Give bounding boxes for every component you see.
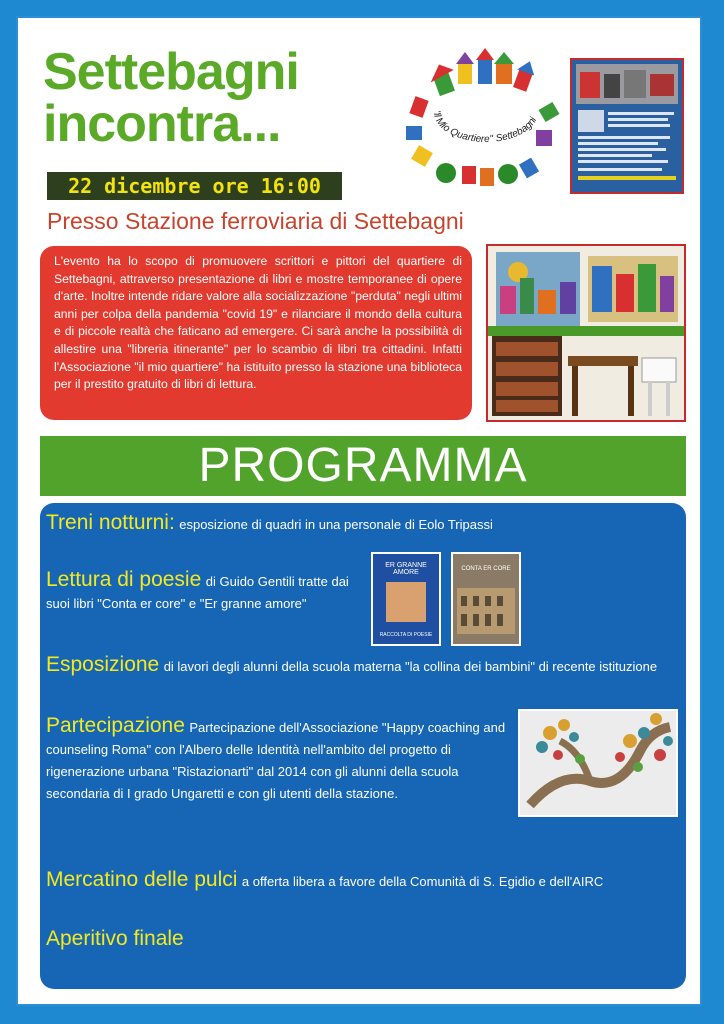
event-venue: Presso Stazione ferroviaria di Settebagni xyxy=(47,208,464,234)
book2-title: CONTA ER CORE xyxy=(461,566,511,572)
program-box xyxy=(40,503,686,989)
book-cover-conta-er-core xyxy=(451,552,521,646)
program-item-text: di Guido Gentili tratte dai suoi libri "Conta er core" e "Er granne amore" xyxy=(46,574,349,611)
program-item-head: Mercatino delle pulci xyxy=(46,868,238,891)
program-item-head: Aperitivo finale xyxy=(46,927,184,950)
program-item-text: di lavori degli alunni della scuola materna "la collina dei bambini" di recente istituzione xyxy=(163,659,658,674)
program-item-text: Partecipazione dell'Associazione "Happy coaching and counseling Roma" con l'Albero delle Identità nell'ambito del progetto di rigenerazione urbana "Ristazionarti" dal 2014 con gli alunni della scuola secondaria di I grado Ungaretti e con gli utenti della stazione. xyxy=(46,720,506,801)
title-line-2: incontra... xyxy=(43,95,281,153)
library-photo xyxy=(486,244,686,422)
program-item-treni xyxy=(46,511,676,535)
program-item-esposizione xyxy=(46,653,682,677)
book1-subtitle: RACCOLTA DI POESIE xyxy=(379,632,433,638)
tree-mosaic-photo xyxy=(518,709,678,817)
program-item-head: Treni notturni: xyxy=(46,511,175,534)
book1-title: ER GRANNE AMORE xyxy=(385,562,427,576)
program-item-partecipazione xyxy=(46,715,516,805)
program-item-aperitivo xyxy=(46,927,446,951)
intro-text: L'evento ha lo scopo di promuovere scrittori e pittori del quartiere di Settebagni, attraverso presentazione di libri e mostre temporanee di opere d'arte. Inoltre intende ridare valore alla socializzazione "perduta" negli ultimi anni per colpa della pandemia "covid 19" e rilanciare il mondo della cultura e di piccole realtà che faticano ad emergere. Ci sarà anche la possibilità di allestire una "libreria itinerante" per lo scambio di libri tra cittadini. Infatti l'Associazione "il mio quartiere" ha istituito presso la stazione una biblioteca per il prestito gratuito di libri di lettura. xyxy=(54,254,462,392)
event-date: 22 dicembre ore 16:00 xyxy=(47,172,342,200)
book-cover-granne-amore xyxy=(371,552,441,646)
event-title xyxy=(43,43,299,153)
program-item-head: Esposizione xyxy=(46,653,160,676)
program-item-head: Partecipazione xyxy=(46,714,185,737)
title-line-1: Settebagni xyxy=(43,43,299,101)
program-item-text: esposizione di quadri in una personale di Eolo Tripassi xyxy=(179,517,493,532)
program-banner: PROGRAMMA xyxy=(40,436,686,496)
program-item-head: Lettura di poesie xyxy=(46,568,202,591)
program-item-text: a offerta libera a favore della Comunità di S. Egidio e dell'AIRC xyxy=(241,874,604,889)
houses-circle-logo-icon xyxy=(396,48,566,198)
program-item-poesie xyxy=(46,569,370,615)
svg-text:"il Mio Quartiere" Settebagni xyxy=(431,110,540,145)
association-flyer-image xyxy=(570,58,684,194)
intro-box xyxy=(40,246,472,420)
program-item-mercatino xyxy=(46,868,682,892)
logo-text: "il Mio Quartiere" Settebagni xyxy=(430,109,540,146)
